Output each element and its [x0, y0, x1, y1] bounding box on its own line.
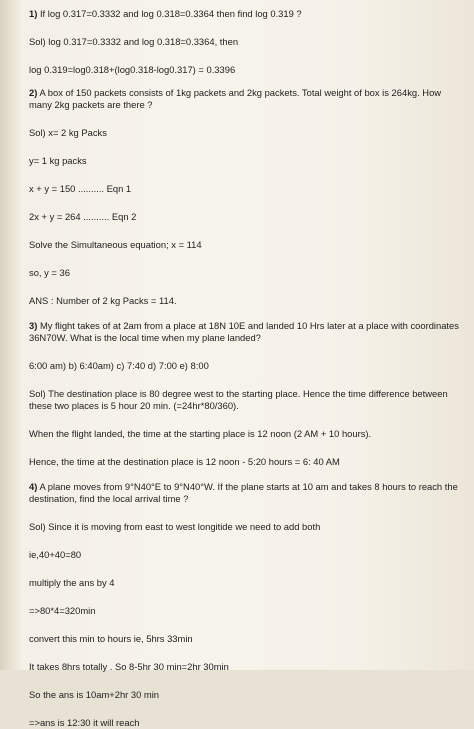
q1-question [29, 8, 465, 20]
q2-line: x + y = 150 .......... Eqn 1 [29, 183, 132, 194]
q4-text: A plane moves from 9°N40°E to 9°N40°W. If the plane starts at 10 am and takes 8 hours to reach the destination, find the local arrival time ? [29, 481, 458, 504]
q2-line: so, y = 36 [29, 267, 70, 278]
q1-sol-line2: log 0.319=log0.318+(log0.318-log0.317) = 0.3396 [29, 64, 236, 75]
q2-line: 2x + y = 264 .......... Eqn 2 [29, 211, 137, 222]
q1-text: If log 0.317=0.3332 and log 0.318=0.3364 then find log 0.319 ? [39, 8, 302, 19]
q4-line: ie,40+40=80 [29, 549, 82, 560]
q3-question [29, 320, 465, 344]
q3-options: 6:00 am) b) 6:40am) c) 7:40 d) 7:00 e) 8:00 [29, 360, 209, 371]
q2-line: Solve the Simultaneous equation; x = 114 [29, 239, 202, 250]
q4-line: It takes 8hrs totally . So 8-5hr 30 min=2hr 30min [29, 661, 229, 672]
q2-question [29, 87, 465, 111]
q4-line: multiply the ans by 4 [29, 577, 115, 588]
q2-answer: ANS : Number of 2 kg Packs = 114. [29, 295, 177, 306]
q4-line: Sol) Since it is moving from east to west longitide we need to add both [29, 521, 321, 532]
q3-number: 3) [29, 320, 38, 331]
page-binding-shadow [0, 0, 22, 670]
page-content [29, 8, 465, 729]
q3-solution: Sol) The destination place is 80 degree west to the starting place. Hence the time difference between these two places is 5 hour 20 min. (=24hr*80/360). [29, 388, 448, 411]
q4-line: convert this min to hours ie, 5hrs 33min [29, 633, 193, 644]
q3-line-landed: When the flight landed, the time at the starting place is 12 noon (2 AM + 10 hours). [29, 428, 372, 439]
q3-line-hence: Hence, the time at the destination place is 12 noon - 5:20 hours = 6: 40 AM [29, 456, 340, 467]
q4-question [29, 481, 465, 505]
q4-line: =>80*4=320min [29, 605, 96, 616]
q1-sol-line1: Sol) log 0.317=0.3332 and log 0.318=0.3364, then [29, 36, 239, 47]
q2-line: y= 1 kg packs [29, 155, 87, 166]
q1-number: 1) [29, 8, 38, 19]
q2-text: A box of 150 packets consists of 1kg packets and 2kg packets. Total weight of box is 264kg. How many 2kg packets are there ? [29, 87, 442, 110]
q2-number: 2) [29, 87, 38, 98]
q4-answer: =>ans is 12:30 it will reach [29, 717, 140, 728]
q3-text: My flight takes of at 2am from a place at 18N 10E and landed 10 Hrs later at a place with coordinates 36N70W. What is the local time when my plane landed? [29, 320, 459, 343]
q4-line: So the ans is 10am+2hr 30 min [29, 689, 160, 700]
q4-number: 4) [29, 481, 38, 492]
q2-line: Sol) x= 2 kg Packs [29, 127, 107, 138]
